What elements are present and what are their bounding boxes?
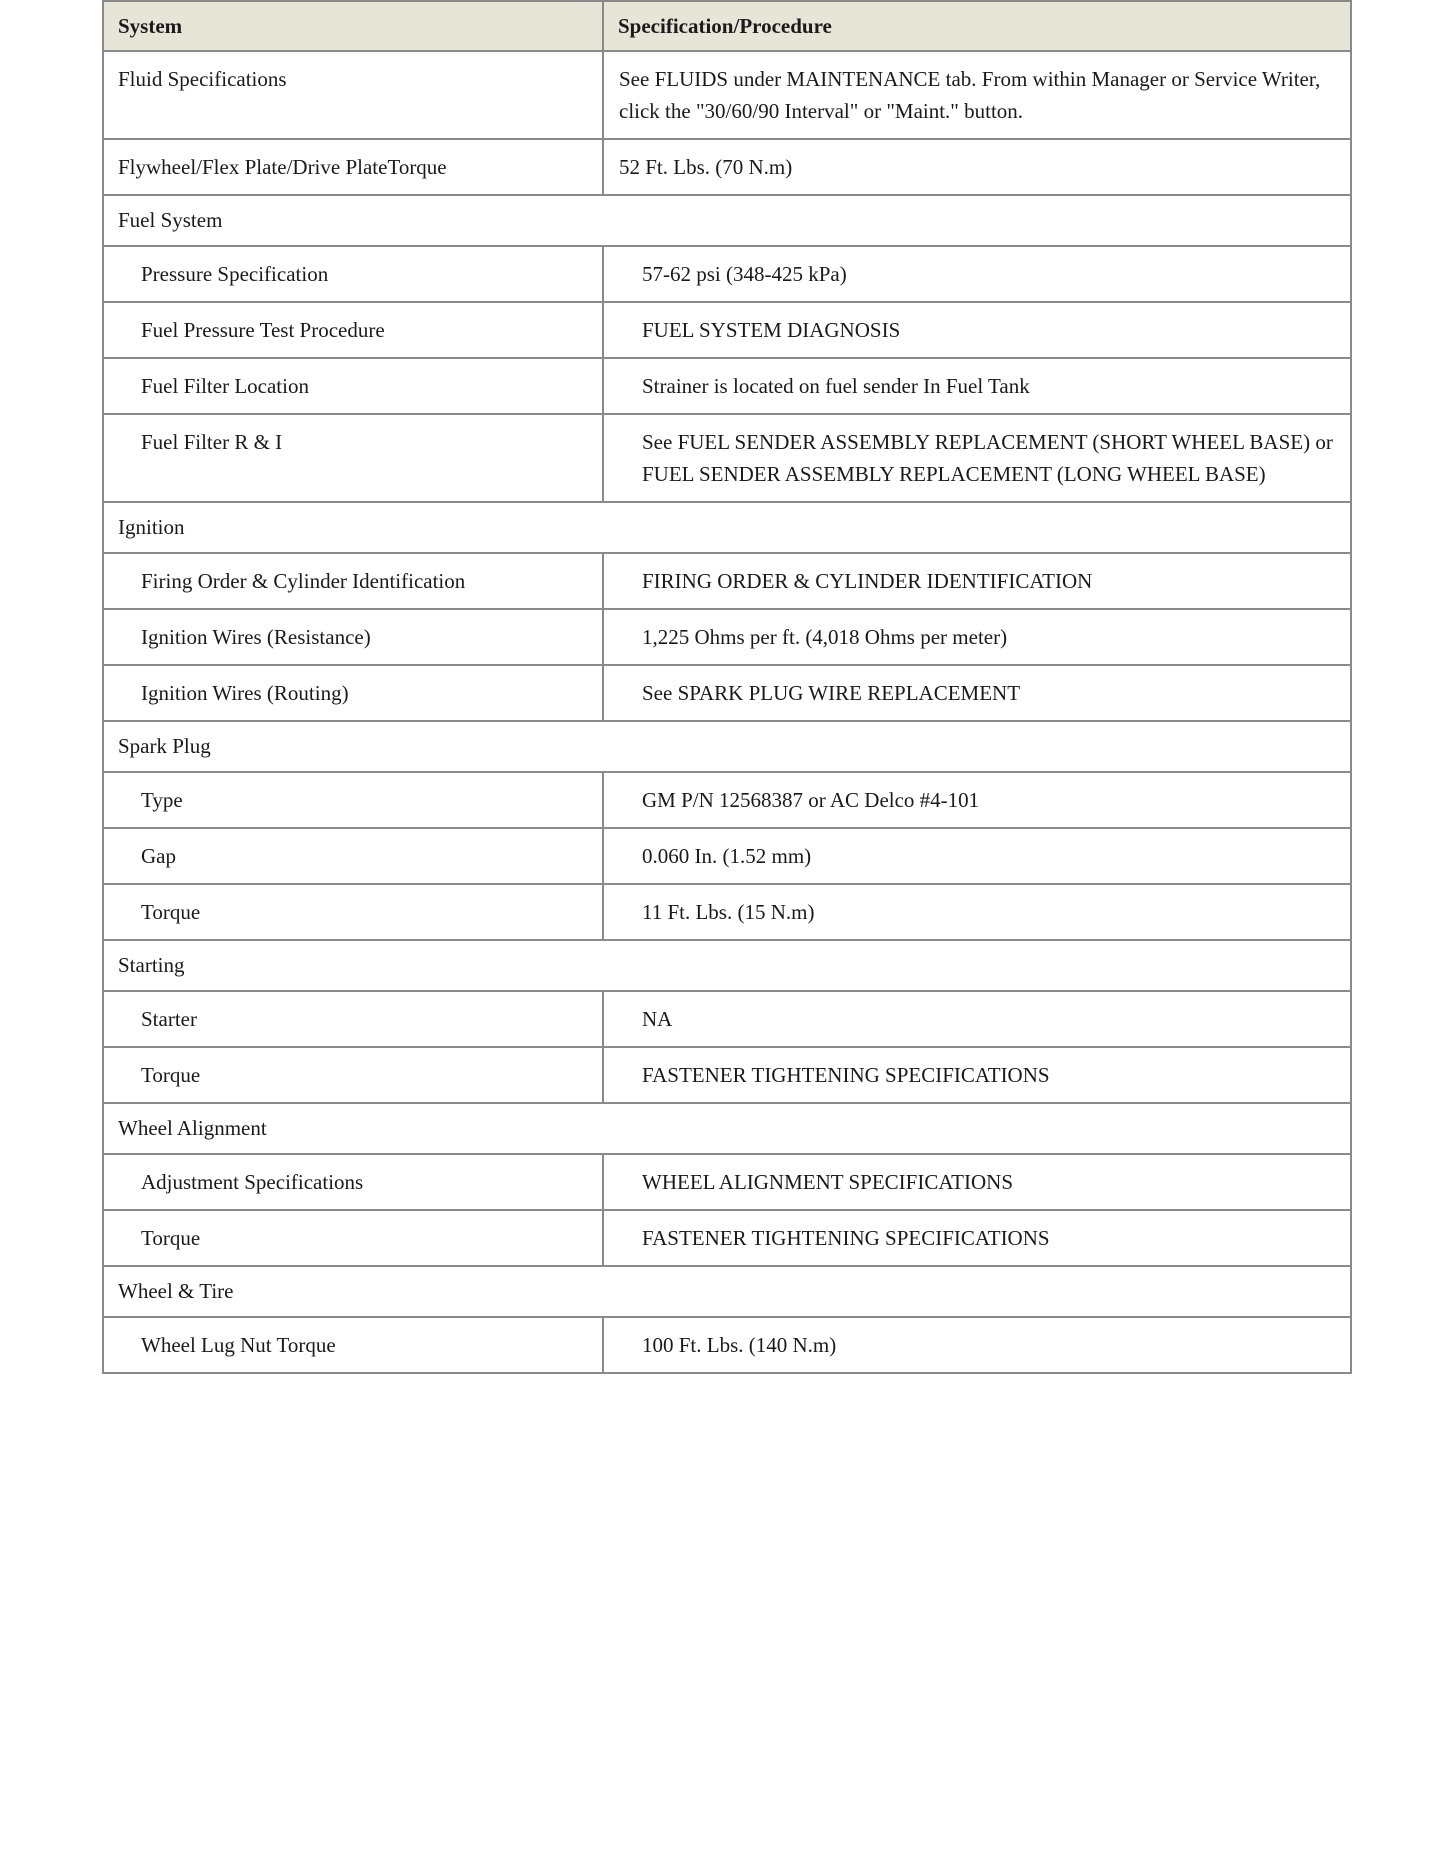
section-title: Ignition (103, 502, 1351, 553)
specification-cell: 52 Ft. Lbs. (70 N.m) (603, 139, 1351, 195)
header-system: System (103, 1, 603, 51)
section-title: Wheel Alignment (103, 1103, 1351, 1154)
specification-cell: See FLUIDS under MAINTENANCE tab. From within Manager or Service Writer, click the "30/60/90 Interval" or "Maint." button. (603, 51, 1351, 139)
section-row (103, 1266, 1351, 1317)
specification-cell: WHEEL ALIGNMENT SPECIFICATIONS (603, 1154, 1351, 1210)
table-row (103, 609, 1351, 665)
section-row (103, 1103, 1351, 1154)
specification-cell: FIRING ORDER & CYLINDER IDENTIFICATION (603, 553, 1351, 609)
specification-cell: 0.060 In. (1.52 mm) (603, 828, 1351, 884)
system-cell: Fuel Filter Location (103, 358, 603, 414)
section-row (103, 502, 1351, 553)
table-row (103, 414, 1351, 502)
system-cell: Ignition Wires (Routing) (103, 665, 603, 721)
system-cell: Fluid Specifications (103, 51, 603, 139)
specification-cell: NA (603, 991, 1351, 1047)
specification-cell: See SPARK PLUG WIRE REPLACEMENT (603, 665, 1351, 721)
system-cell: Fuel Pressure Test Procedure (103, 302, 603, 358)
section-title: Wheel & Tire (103, 1266, 1351, 1317)
table-row (103, 553, 1351, 609)
specification-cell: 57-62 psi (348-425 kPa) (603, 246, 1351, 302)
system-cell: Adjustment Specifications (103, 1154, 603, 1210)
table-row (103, 991, 1351, 1047)
table-row (103, 772, 1351, 828)
specification-cell: See FUEL SENDER ASSEMBLY REPLACEMENT (SHORT WHEEL BASE) or FUEL SENDER ASSEMBLY REPLACEMENT (LONG WHEEL BASE) (603, 414, 1351, 502)
system-cell: Pressure Specification (103, 246, 603, 302)
specification-cell: GM P/N 12568387 or AC Delco #4-101 (603, 772, 1351, 828)
table-row (103, 665, 1351, 721)
table-header-row (103, 1, 1351, 51)
system-cell: Flywheel/Flex Plate/Drive PlateTorque (103, 139, 603, 195)
system-cell: Starter (103, 991, 603, 1047)
table-body (103, 51, 1351, 1373)
system-cell: Torque (103, 884, 603, 940)
section-title: Spark Plug (103, 721, 1351, 772)
specification-cell: 100 Ft. Lbs. (140 N.m) (603, 1317, 1351, 1373)
specification-table (102, 0, 1352, 1374)
section-row (103, 940, 1351, 991)
specification-cell: FASTENER TIGHTENING SPECIFICATIONS (603, 1210, 1351, 1266)
section-title: Fuel System (103, 195, 1351, 246)
specification-cell: 1,225 Ohms per ft. (4,018 Ohms per meter) (603, 609, 1351, 665)
specification-cell: 11 Ft. Lbs. (15 N.m) (603, 884, 1351, 940)
system-cell: Ignition Wires (Resistance) (103, 609, 603, 665)
table-row (103, 302, 1351, 358)
table-row (103, 1047, 1351, 1103)
table-row (103, 358, 1351, 414)
system-cell: Gap (103, 828, 603, 884)
table-row (103, 1154, 1351, 1210)
system-cell: Fuel Filter R & I (103, 414, 603, 502)
system-cell: Firing Order & Cylinder Identification (103, 553, 603, 609)
table-row (103, 51, 1351, 139)
table-row (103, 1210, 1351, 1266)
section-title: Starting (103, 940, 1351, 991)
header-specification: Specification/Procedure (603, 1, 1351, 51)
system-cell: Torque (103, 1210, 603, 1266)
system-cell: Torque (103, 1047, 603, 1103)
specification-cell: FUEL SYSTEM DIAGNOSIS (603, 302, 1351, 358)
table-row (103, 1317, 1351, 1373)
specification-cell: FASTENER TIGHTENING SPECIFICATIONS (603, 1047, 1351, 1103)
specification-cell: Strainer is located on fuel sender In Fuel Tank (603, 358, 1351, 414)
section-row (103, 195, 1351, 246)
system-cell: Type (103, 772, 603, 828)
table-row (103, 884, 1351, 940)
table-row (103, 139, 1351, 195)
table-row (103, 246, 1351, 302)
system-cell: Wheel Lug Nut Torque (103, 1317, 603, 1373)
table-row (103, 828, 1351, 884)
section-row (103, 721, 1351, 772)
